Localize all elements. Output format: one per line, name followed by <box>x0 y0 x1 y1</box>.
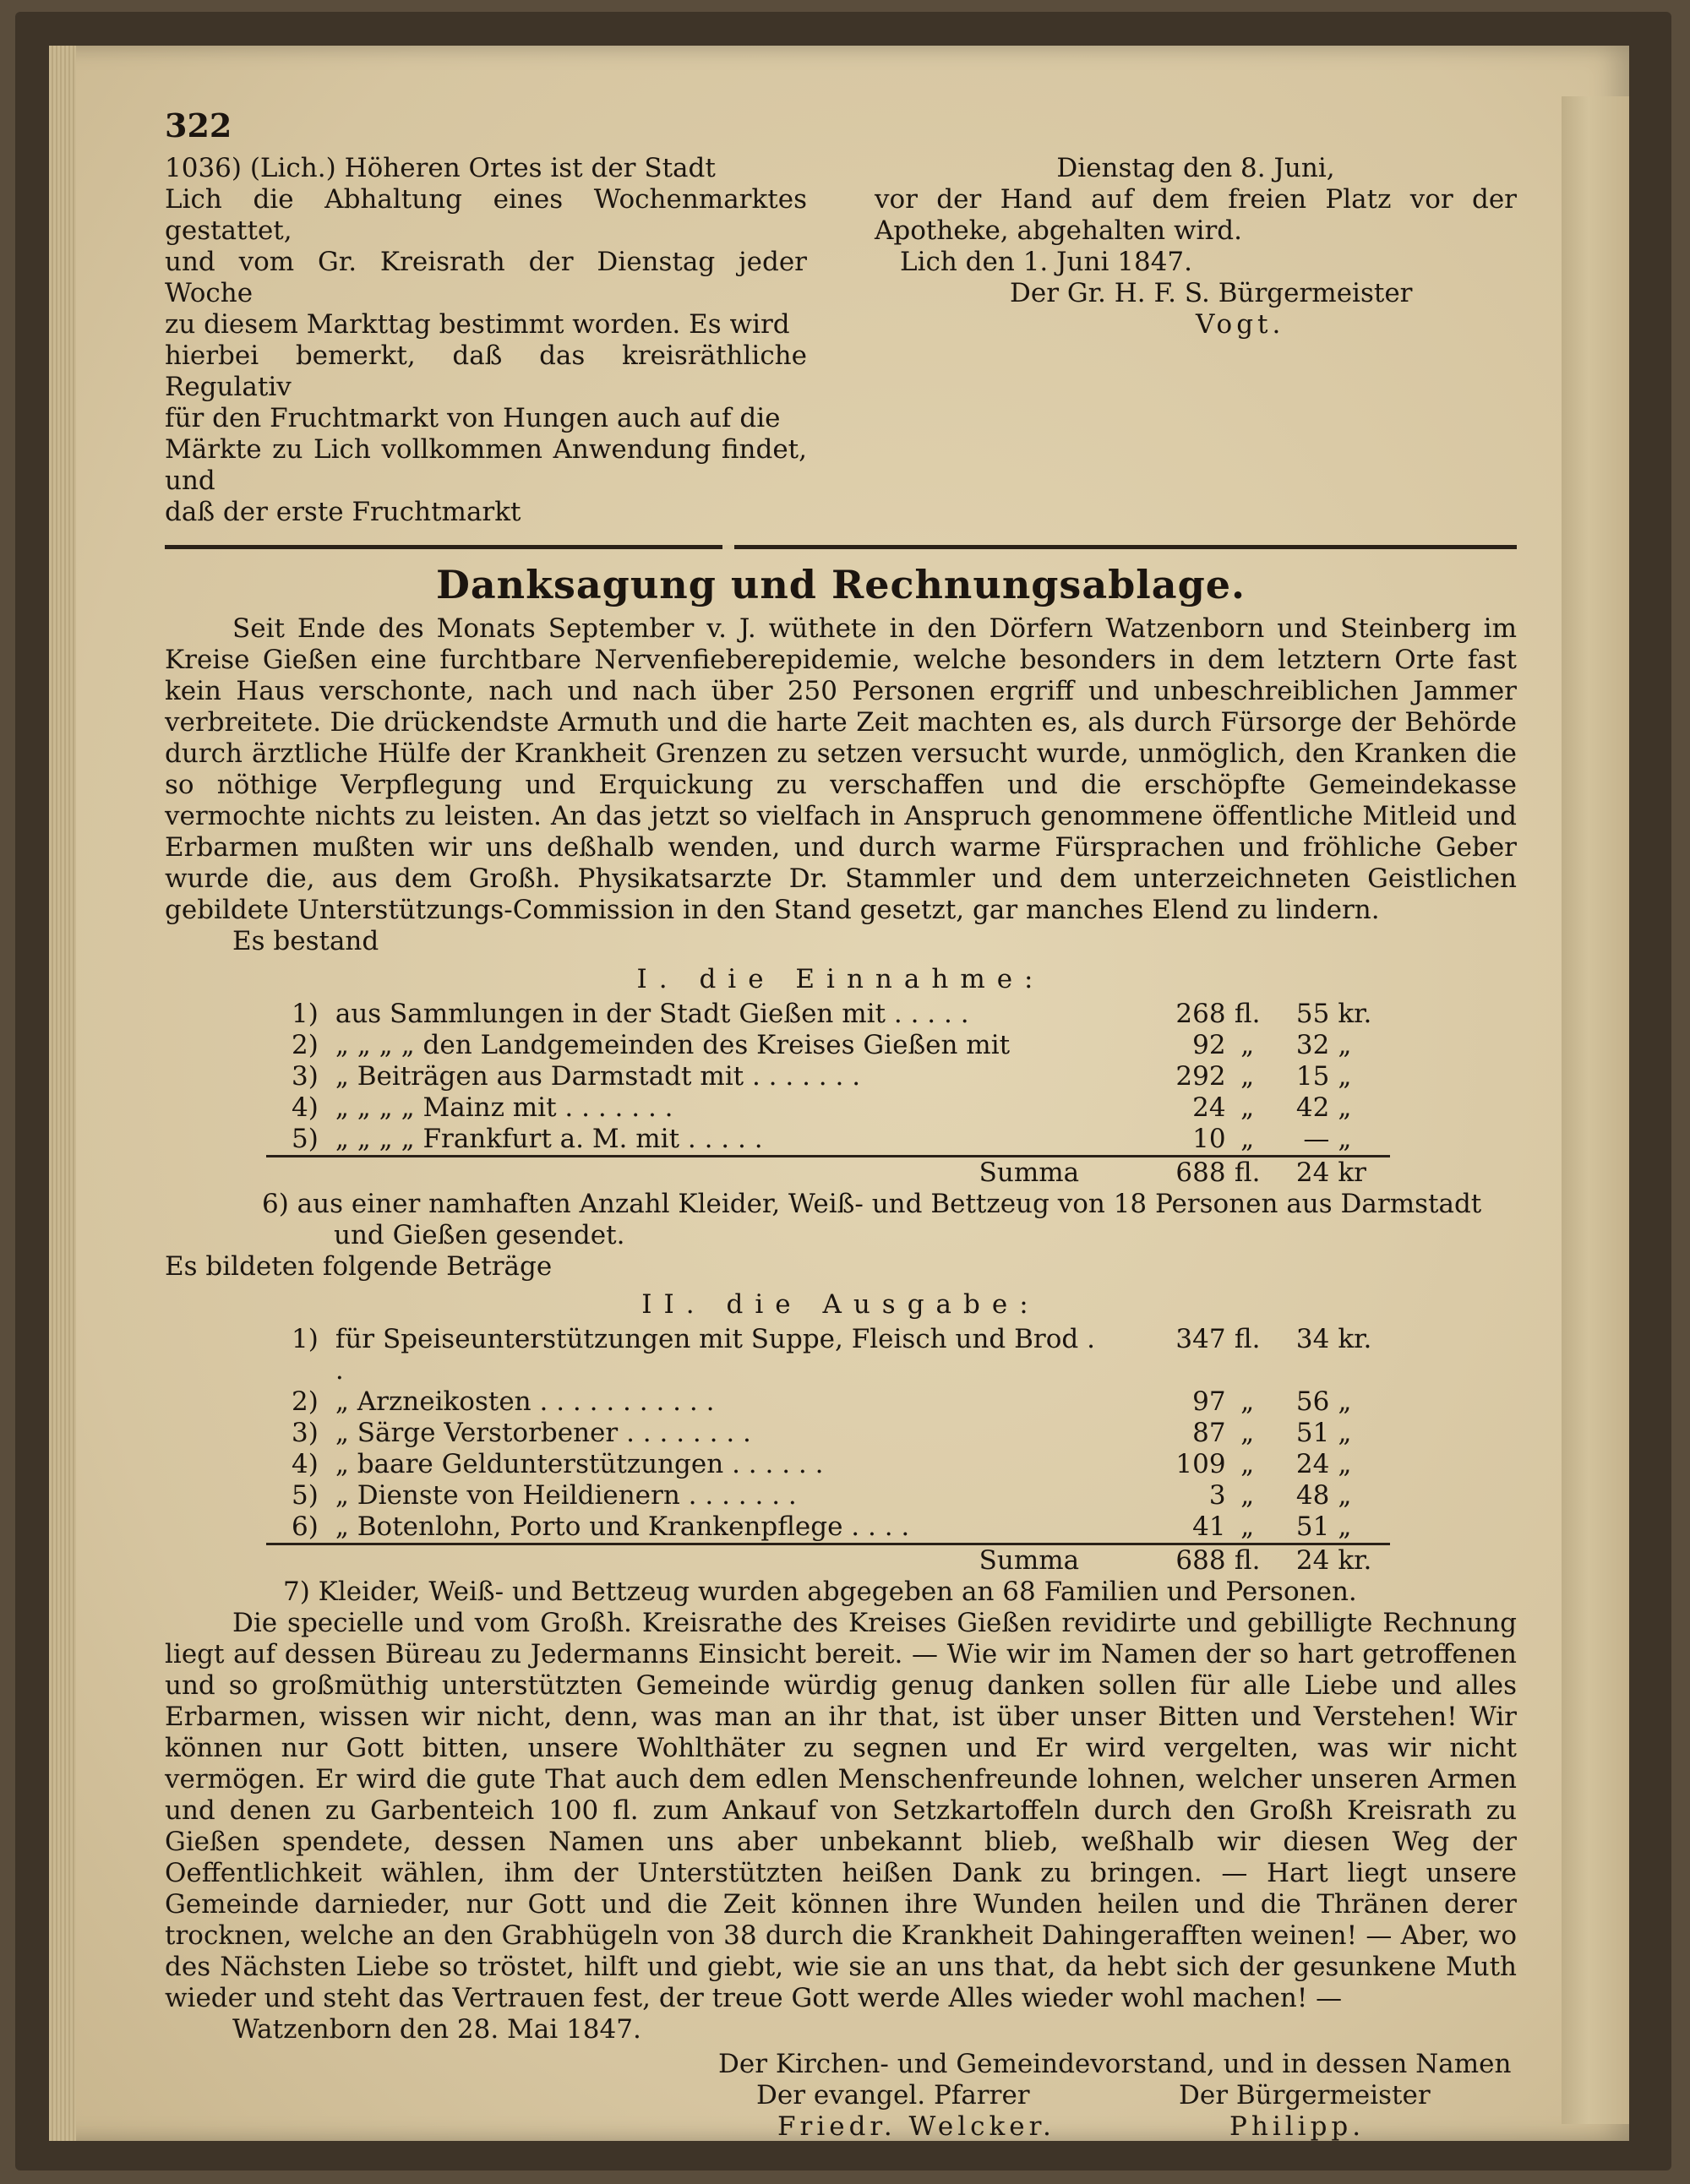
row-gulden-unit: „ <box>1240 1449 1255 1479</box>
signature-names <box>165 2111 1517 2143</box>
row-number: 1) <box>292 1324 319 1354</box>
row-gulden: 3 <box>1208 1480 1226 1511</box>
notice-signer-title: Der Gr. H. F. S. Bürgermeister <box>1010 278 1413 308</box>
row-gulden-unit: „ <box>1240 1092 1255 1123</box>
sum-gulden-unit: fl. <box>1226 1544 1269 1577</box>
row-kreuzer: 48 <box>1295 1480 1330 1511</box>
row-description: „ „ „ „ den Landgemeinden des Kreises Gießen mit <box>335 1030 1011 1060</box>
table-row <box>266 1030 1390 1061</box>
row-kreuzer-unit: „ <box>1338 1511 1352 1542</box>
row-gulden: 292 <box>1175 1061 1226 1092</box>
row-number: 6) <box>292 1511 319 1542</box>
income-item-6-line1: 6) aus einer namhaften Anzahl Kleider, Weiß- und Bettzeug von 18 Personen aus Darmstadt <box>262 1189 1482 1219</box>
notice-line: Märkte zu Lich vollkommen Anwendung findet, und <box>165 434 807 496</box>
notice-section <box>165 153 1517 528</box>
sum-kreuzer-unit: kr. <box>1329 1544 1390 1577</box>
row-description: „ „ „ „ Frankfurt a. M. mit . . . . . <box>335 1124 763 1154</box>
notice-line: 1036) (Lich.) Höheren Ortes ist der Stadt <box>165 153 716 183</box>
es-bestand-label: Es bestand <box>232 926 379 956</box>
article-title: Danksagung und Rechnungsablage. <box>435 562 1246 607</box>
row-description: für Speiseunterstützungen mit Suppe, Fleisch und Brod . . <box>335 1324 1095 1386</box>
notice-line: Lich die Abhaltung eines Wochenmarktes gestattet, <box>165 184 807 246</box>
table-row <box>266 1124 1390 1157</box>
row-gulden: 109 <box>1175 1449 1226 1479</box>
row-gulden: 10 <box>1192 1124 1226 1154</box>
notice-right-column <box>875 153 1517 528</box>
row-gulden-unit: „ <box>1240 1061 1255 1092</box>
row-gulden-unit: „ <box>1240 1124 1255 1154</box>
row-kreuzer: 15 <box>1295 1061 1330 1092</box>
row-gulden: 24 <box>1192 1092 1226 1123</box>
row-gulden-unit: fl. <box>1234 999 1261 1029</box>
article-closing: Die specielle und vom Großh. Kreisrathe des Kreises Gießen revidirte und gebilligte Rechnung liegt auf dessen Büreau zu Jedermanns Einsicht bereit. — Wie wir im Namen der so hart getroffenen und so großmüthig unterstützten Gemeinde würdig genug danken sollen für alle Liebe und alles Erbarmen, wissen wir nicht, denn, was man an ihr that, ist über unser Bitten und Verstehen! Wir können nur Gott bitten, unsere Wohlthäter zu segnen und Er wird vergelten, was wir nicht vermögen. Er wird die gute That auch dem edlen Menschenfreunde lohnen, welcher unseren Armen und denen zu Garbenteich 100 fl. zum Ankauf von Setzkartoffeln durch den Großh Kreisrath zu Gießen spendete, dessen Namen uns aber unbekannt blieb, weßhalb wir diesen Weg der Oeffentlichkeit wählen, ihm der Unterstützten heißen Dank zu bringen. — Hart liegt unsere Gemeinde darnieder, nur Gott und die Zeit können ihre Wunden heilen und die Thränen derer trocknen, welche an den Grabhügeln von 38 durch die Krankheit Dahingerafften weinen! — Aber, wo des Nächsten Liebe so tröstet, hilft und giebt, wie sie an uns that, da hebt sich der gesunkene Muth wieder und steht das Vertrauen fest, der treue Gott werde Alles wieder wohl machen! — <box>165 1608 1517 2013</box>
row-description: „ Beiträgen aus Darmstadt mit . . . . . . . <box>335 1061 861 1092</box>
notice-left-column <box>165 153 807 528</box>
row-number: 2) <box>292 1386 319 1417</box>
row-kreuzer: 34 <box>1295 1324 1330 1354</box>
sum-kreuzer: 24 <box>1269 1157 1330 1190</box>
row-description: aus Sammlungen in der Stadt Gießen mit . . . . . <box>335 999 969 1029</box>
sum-label: Summa <box>335 1544 1096 1577</box>
signature-left-name: Friedr. Welcker. <box>777 2111 1055 2142</box>
row-kreuzer: 56 <box>1295 1386 1330 1417</box>
row-number: 5) <box>292 1480 319 1511</box>
table-row <box>266 1061 1390 1092</box>
row-description: „ Särge Verstorbener . . . . . . . . <box>335 1418 751 1448</box>
expense-table <box>266 1324 1390 1577</box>
article-place-date: Watzenborn den 28. Mai 1847. <box>232 2014 641 2045</box>
income-item-6-line2: und Gießen gesendet. <box>334 1220 625 1250</box>
row-number: 1) <box>292 999 319 1029</box>
row-kreuzer: 51 <box>1295 1418 1330 1448</box>
row-number: 2) <box>292 1030 319 1060</box>
table-row <box>266 1449 1390 1480</box>
row-gulden: 41 <box>1192 1511 1226 1542</box>
row-gulden: 347 <box>1175 1324 1226 1354</box>
sum-kreuzer: 24 <box>1269 1544 1330 1577</box>
signature-block <box>165 2049 1517 2143</box>
page-edge-left <box>49 46 76 2141</box>
row-number: 4) <box>292 1449 319 1479</box>
row-kreuzer-unit: „ <box>1338 1386 1352 1417</box>
row-description: „ Botenlohn, Porto und Krankenpflege . . . . <box>335 1511 910 1542</box>
sum-gulden-unit: fl. <box>1226 1157 1269 1190</box>
row-gulden: 97 <box>1192 1386 1226 1417</box>
notice-date-line: Dienstag den 8. Juni, <box>1056 153 1335 183</box>
row-gulden-unit: „ <box>1240 1480 1255 1511</box>
row-gulden-unit: „ <box>1240 1511 1255 1542</box>
expense-heading: II. die Ausgabe: <box>641 1289 1040 1320</box>
table-row <box>266 1324 1390 1386</box>
row-description: „ Arzneikosten . . . . . . . . . . . <box>335 1386 715 1417</box>
row-description: „ „ „ „ Mainz mit . . . . . . . <box>335 1092 673 1123</box>
table-row <box>266 1511 1390 1544</box>
expense-item-7: 7) Kleider, Weiß- und Bettzeug wurden abgegeben an 68 Familien und Personen. <box>283 1577 1357 1607</box>
notice-line: für den Fruchtmarkt von Hungen auch auf die <box>165 403 781 433</box>
notice-right-text: vor der Hand auf dem freien Platz vor der Apotheke, abgehalten wird. <box>875 184 1517 246</box>
sum-row <box>266 1544 1390 1577</box>
row-kreuzer-unit: „ <box>1338 1030 1352 1060</box>
row-kreuzer: 55 <box>1295 999 1330 1029</box>
row-kreuzer-unit: kr. <box>1338 999 1372 1029</box>
es-bildeten-label: Es bildeten folgende Beträge <box>165 1251 553 1282</box>
row-gulden-unit: „ <box>1240 1418 1255 1448</box>
row-kreuzer: 24 <box>1295 1449 1330 1479</box>
notice-signer-name: Vogt. <box>1196 309 1285 340</box>
page-number: 322 <box>165 106 232 144</box>
row-kreuzer-unit: „ <box>1338 1061 1352 1092</box>
table-row <box>266 1480 1390 1511</box>
notice-place-date: Lich den 1. Juni 1847. <box>900 247 1192 277</box>
row-kreuzer: — <box>1303 1124 1330 1154</box>
row-number: 3) <box>292 1061 319 1092</box>
row-number: 5) <box>292 1124 319 1154</box>
signature-intro: Der Kirchen- und Gemeindevorstand, und in dessen Namen <box>718 2049 1512 2079</box>
income-heading: I. die Einnahme: <box>636 964 1045 994</box>
table-row <box>266 1386 1390 1418</box>
signature-left-title: Der evangel. Pfarrer <box>756 2080 1030 2110</box>
row-kreuzer-unit: „ <box>1338 1480 1352 1511</box>
table-row <box>266 1092 1390 1124</box>
notice-line: zu diesem Markttag bestimmt worden. Es wird <box>165 309 790 340</box>
row-kreuzer-unit: „ <box>1338 1418 1352 1448</box>
table-row <box>266 999 1390 1030</box>
notice-line: daß der erste Fruchtmarkt <box>165 497 521 527</box>
row-number: 4) <box>292 1092 319 1123</box>
notice-line: und vom Gr. Kreisrath der Dienstag jeder Woche <box>165 247 807 308</box>
row-description: „ baare Geldunterstützungen . . . . . . <box>335 1449 824 1479</box>
sum-gulden: 688 <box>1096 1157 1225 1190</box>
page-content <box>165 106 1517 2143</box>
row-description: „ Dienste von Heildienern . . . . . . . <box>335 1480 797 1511</box>
income-table <box>266 999 1390 1189</box>
row-gulden: 92 <box>1192 1030 1226 1060</box>
article-intro: Seit Ende des Monats September v. J. wüthete in den Dörfern Watzenborn und Steinberg im Kreise Gießen eine furchtbare Nervenfieberepidemie, welche besonders in dem letztern Orte fast kein Haus verschonte, nach und nach über 250 Personen ergriff und unbeschreiblichen Jammer verbreitete. Die drückendste Armuth und die harte Zeit machten es, als durch Fürsorge der Behörde durch ärztliche Hülfe der Krankheit Grenzen zu setzen versucht wurde, unmöglich, den Kranken die so nöthige Verpflegung und Erquickung zu verschaffen und die erschöpfte Gemeindekasse vermochte nichts zu leisten. An das jetzt so vielfach in Anspruch genommene öffentliche Mitleid und Erbarmen mußten wir uns deßhalb wenden, und durch warme Fürsprachen und fröhliche Geber wurde die, aus dem Großh. Physikatsarzte Dr. Stammler und dem unterzeichneten Geistlichen gebildete Unterstützungs-Commission in den Stand gesetzt, gar manches Elend zu lindern. <box>165 613 1517 925</box>
row-kreuzer-unit: „ <box>1338 1092 1352 1123</box>
row-kreuzer-unit: kr. <box>1338 1324 1372 1354</box>
section-divider <box>165 545 1517 549</box>
sum-kreuzer-unit: kr <box>1329 1157 1390 1190</box>
row-gulden-unit: „ <box>1240 1386 1255 1417</box>
notice-line: hierbei bemerkt, daß das kreisräthliche Regulativ <box>165 340 807 402</box>
row-gulden-unit: fl. <box>1234 1324 1261 1354</box>
sum-row <box>266 1157 1390 1190</box>
sum-label: Summa <box>335 1157 1096 1190</box>
row-kreuzer-unit: „ <box>1338 1124 1352 1154</box>
row-gulden: 268 <box>1175 999 1226 1029</box>
row-kreuzer-unit: „ <box>1338 1449 1352 1479</box>
row-kreuzer: 32 <box>1295 1030 1330 1060</box>
signature-right-title: Der Bürgermeister <box>1179 2080 1431 2110</box>
table-row <box>266 1418 1390 1449</box>
signature-titles <box>165 2080 1517 2111</box>
signature-right-name: Philipp. <box>1229 2111 1366 2142</box>
page-edge-right <box>1562 96 1629 2124</box>
row-kreuzer: 42 <box>1295 1092 1330 1123</box>
row-number: 3) <box>292 1418 319 1448</box>
row-gulden-unit: „ <box>1240 1030 1255 1060</box>
row-gulden: 87 <box>1192 1418 1226 1448</box>
sum-gulden: 688 <box>1096 1544 1225 1577</box>
row-kreuzer: 51 <box>1295 1511 1330 1542</box>
